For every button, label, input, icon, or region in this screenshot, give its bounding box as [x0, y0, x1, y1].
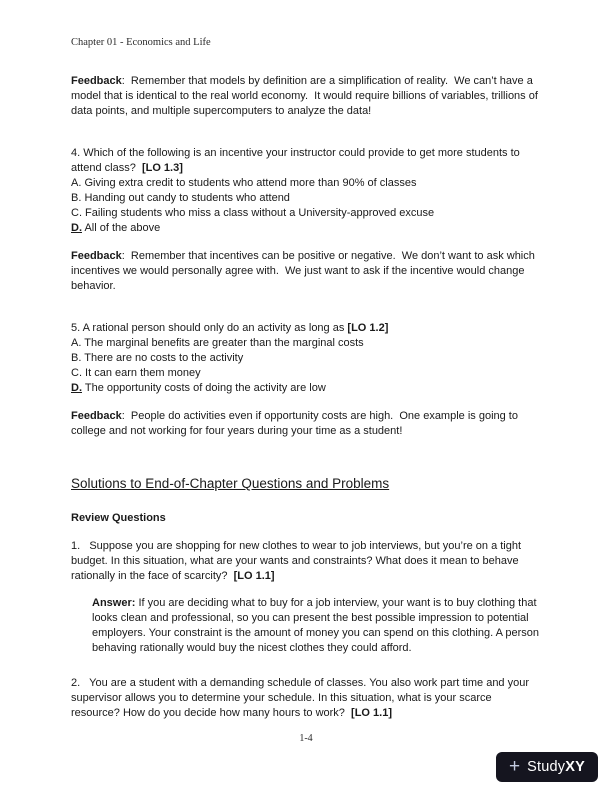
- feedback-label: Feedback: [71, 250, 122, 262]
- question-5: [71, 321, 541, 396]
- feedback-paragraph-models: [71, 74, 541, 119]
- question-5-stem: [71, 321, 541, 336]
- answer-text: If you are deciding what to buy for a job interview, your want is to buy clothing that looks clean and professional, so you can present the best possible impression to potential employers. Your constraint is the amount of money you can spend on this clothing. A person behaving rationally would buy the nicest clothes they could afford.: [92, 597, 543, 654]
- question-4: [71, 146, 541, 236]
- question-4-choice-a: A. Giving extra credit to students who attend more than 90% of classes: [71, 177, 417, 189]
- lo-tag: [LO 1.1]: [351, 707, 392, 719]
- question-4-choice-c: C. Failing students who miss a class without a University-approved excuse: [71, 207, 435, 219]
- question-5-choice-a: A. The marginal benefits are greater than the marginal costs: [71, 337, 364, 349]
- question-4-choice-d-answer: [71, 221, 541, 236]
- lo-tag: [LO 1.2]: [347, 322, 389, 334]
- question-text: 5. A rational person should only do an activity as long as: [71, 322, 348, 334]
- question-text: 4. Which of the following is an incentive your instructor could provide to get more students to attend class?: [71, 147, 523, 174]
- question-4-stem: [71, 146, 541, 176]
- plus-icon: +: [509, 755, 521, 777]
- question-text: 2. You are a student with a demanding schedule of classes. You also work part time and your supervisor allows you to determine your schedule. In this situation, what is your scarce resource? How do you decide how many hours to work?: [71, 677, 533, 719]
- feedback-label: Feedback: [71, 75, 122, 87]
- answer-letter: D.: [71, 222, 82, 234]
- logo-text: [527, 759, 585, 775]
- question-text: 1. Suppose you are shopping for new clothes to wear to job interviews, but you’re on a tight budget. In this situation, what are your wants and constraints? What does it mean to behave rationally in the face of scarcity?: [71, 540, 525, 582]
- lo-tag: [LO 1.1]: [233, 570, 275, 582]
- feedback-paragraph-opportunity-costs: [71, 409, 541, 439]
- studyxy-logo: [496, 752, 598, 782]
- subsection-heading-review-questions: Review Questions: [71, 512, 166, 524]
- feedback-label: Feedback: [71, 410, 122, 422]
- answer-text: All of the above: [82, 222, 161, 234]
- page-header: Chapter 01 - Economics and Life: [71, 37, 211, 48]
- answer-letter: D.: [71, 382, 82, 394]
- feedback-text: : Remember that models by definition are a simplification of reality. We can’t have a model that is identical to the real world economy. It would require billions of variables, trillions of data points, and multiple supercomputers to analyze the data!: [71, 75, 541, 117]
- feedback-text: : People do activities even if opportunity costs are high. One example is going to college and not working for four years during your time as a student!: [71, 410, 522, 437]
- lo-tag: [LO 1.3]: [141, 162, 183, 174]
- review-question-1-answer: [92, 596, 541, 656]
- answer-text: The opportunity costs of doing the activity are low: [82, 382, 326, 394]
- review-question-2: [71, 676, 541, 721]
- section-heading-solutions: Solutions to End-of-Chapter Questions and Problems: [71, 476, 390, 491]
- question-5-choice-d-answer: [71, 381, 541, 396]
- answer-label: Answer:: [92, 597, 136, 609]
- question-5-choice-c: C. It can earn them money: [71, 367, 201, 379]
- page-number: 1-4: [299, 733, 313, 744]
- logo-text-xy: XY: [565, 759, 585, 775]
- review-question-1: [71, 539, 541, 584]
- question-4-choice-b: B. Handing out candy to students who attend: [71, 192, 290, 204]
- logo-text-study: Study: [527, 759, 566, 775]
- feedback-text: : Remember that incentives can be positive or negative. We don’t want to ask which incentives we would personally agree with. We just want to ask if the incentive would change behavior.: [71, 250, 538, 292]
- feedback-paragraph-incentives: [71, 249, 541, 294]
- question-5-choice-b: B. There are no costs to the activity: [71, 352, 244, 364]
